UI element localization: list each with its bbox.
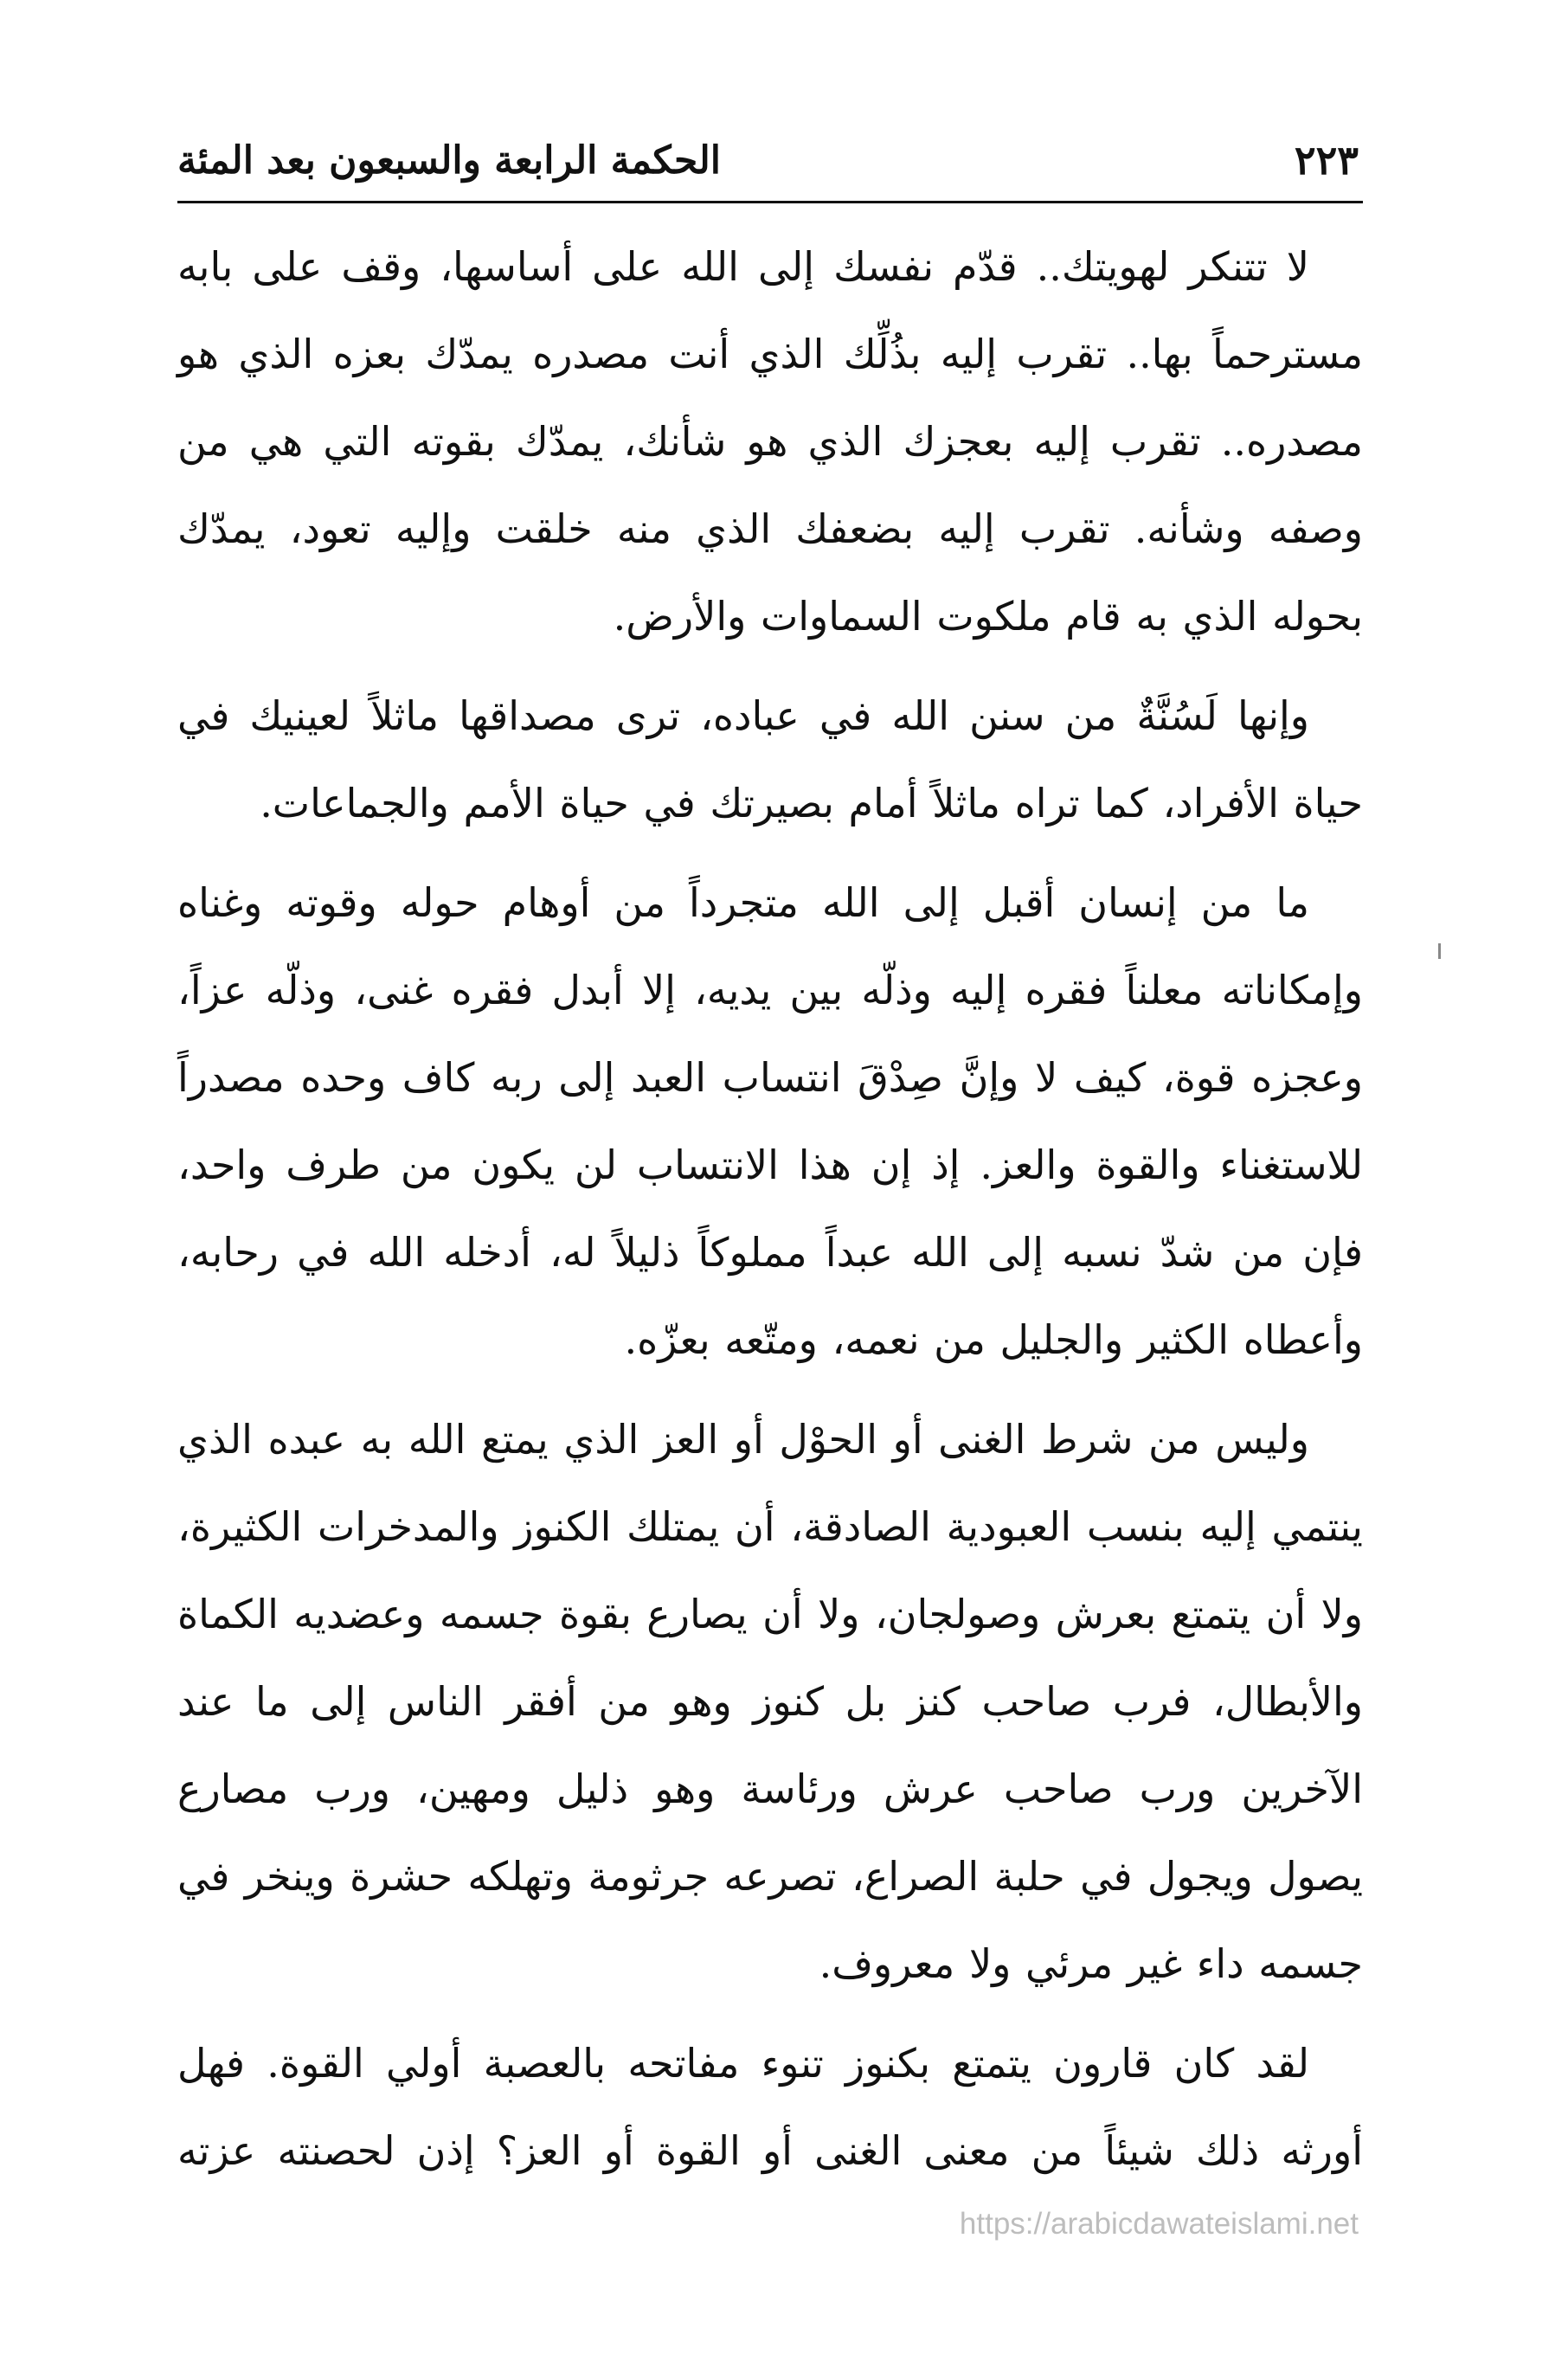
margin-mark (1438, 943, 1441, 959)
paragraph-4: وليس من شرط الغنى أو الحوْل أو العز الذي يمتع الله به عبده الذي ينتمي إليه بنسب العبودية الصادقة، أن يمتلك الكنوز والمدخرات الكثيرة، ولا أن يتمتع بعرش وصولجان، ولا أن يصارع بقوة جسمه وعضديه الكماة والأبطال، فرب صاحب كنز بل كنوز وهو من أفقر الناس إلى ما عند الآخرين ورب صاحب عرش ورئاسة وهو ذليل ومهين، ورب مصارع يصول ويجول في حلبة الصراع، تصرعه جرثومة وتهلكه حشرة وينخر في جسمه داء غير مرئي ولا معروف. (177, 1416, 1363, 1987)
paragraph-1: لا تتنكر لهويتك.. قدّم نفسك إلى الله على أساسها، وقف على بابه مسترحماً بها.. تقرب إليه بذُلِّك الذي أنت مصدره يمدّك بعزه الذي هو مصدره.. تقرب إليه بعجزك الذي هو شأنك، يمدّك بقوته التي هي من وصفه وشأنه. تقرب إليه بضعفك الذي منه خلقت وإليه تعود، يمدّك بحوله الذي به قام ملكوت السماوات والأرض. (177, 243, 1363, 640)
page-header (177, 121, 1359, 199)
header-rule (177, 201, 1363, 203)
paragraph-3: ما من إنسان أقبل إلى الله متجرداً من أوهام حوله وقوته وغناه وإمكاناته معلناً فقره إليه وذلّه بين يديه، إلا أبدل فقره غنى، وذلّه عزاً، وعجزه قوة، كيف لا وإنَّ صِدْقَ انتساب العبد إلى ربه كاف وحده مصدراً للاستغناء والقوة والعز. إذ إن هذا الانتساب لن يكون من طرف واحد، فإن من شدّ نسبه إلى الله عبداً مملوكاً ذليلاً له، أدخله الله في رحابه، وأعطاه الكثير والجليل من نعمه، ومتّعه بعزّه. (177, 879, 1363, 1363)
paragraph-5: لقد كان قارون يتمتع بكنوز تنوء مفاتحه بالعصبة أولي القوة. فهل أورثه ذلك شيئاً من معنى الغنى أو القوة أو العز؟ إذن لحصنته عزته (177, 2040, 1363, 2174)
watermark-url: https://arabicdawateislami.net (959, 2207, 1359, 2241)
body-text (177, 223, 1363, 2207)
page-number: ٢٢٣ (1294, 137, 1359, 183)
paragraph-2: وإنها لَسُنَّةٌ من سنن الله في عباده، ترى مصداقها ماثلاً لعينيك في حياة الأفراد، كما تراه ماثلاً أمام بصيرتك في حياة الأمم والجماعات. (177, 692, 1363, 827)
running-title: الحكمة الرابعة والسبعون بعد المئة (177, 138, 722, 183)
